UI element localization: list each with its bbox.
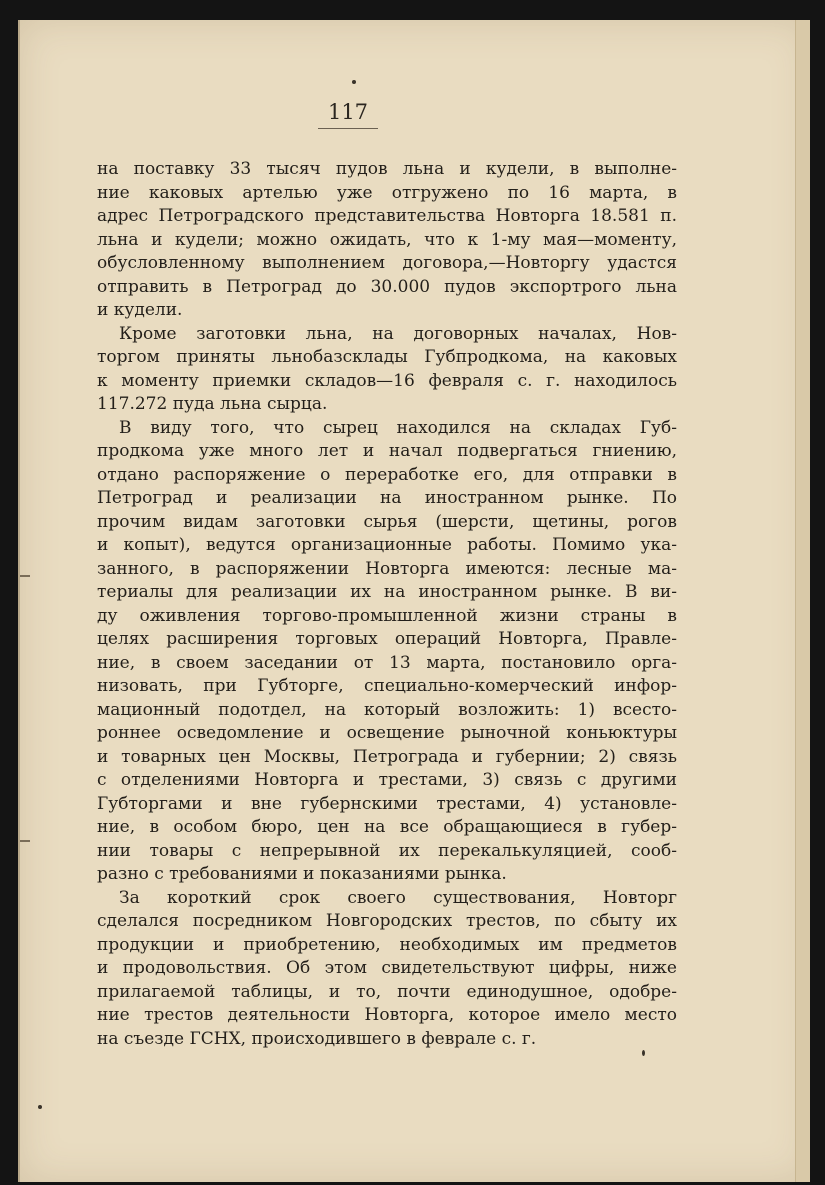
text-line: и товарных цен Москвы, Петрограда и губернии; 2) связь bbox=[97, 746, 677, 767]
text-line: Кроме заготовки льна, на договорных началах, Нов- bbox=[119, 323, 677, 344]
text-line: ду оживления торгово-промышленной жизни страны в bbox=[97, 605, 677, 626]
text-line: 117.272 пуда льна сырца. bbox=[97, 394, 328, 414]
text-line: и копыт), ведутся организационные работы. Помимо ука- bbox=[97, 535, 677, 555]
paragraph bbox=[97, 323, 677, 417]
margin-mark bbox=[20, 575, 30, 577]
text-line: торгом приняты льнобазсклады Губпродкома, на каковых bbox=[97, 347, 677, 367]
text-line: В виду того, что сырец находился на складах Губ- bbox=[119, 417, 677, 438]
page-edge bbox=[795, 20, 810, 1182]
text-line: льна и кудели; можно ожидать, что к 1-му мая—моменту, bbox=[97, 229, 677, 250]
paragraph bbox=[97, 887, 677, 1052]
text-line: роннее осведомление и освещение рыночной коньюктуры bbox=[97, 723, 677, 743]
margin-mark bbox=[20, 840, 30, 842]
text-line: и продовольствия. Об этом свидетельствуют цифры, ниже bbox=[97, 958, 677, 978]
text-line: Губторгами и вне губернскими трестами, 4) установле- bbox=[97, 793, 677, 814]
text-line: Петроград и реализации на иностранном рынке. По bbox=[97, 488, 677, 508]
text-line: целях расширения торговых операций Новторга, Правле- bbox=[97, 629, 677, 649]
text-line: прилагаемой таблицы, и то, почти единодушное, одобре- bbox=[97, 981, 677, 1002]
text-line: на поставку 33 тысяч пудов льна и кудели, в выполне- bbox=[97, 159, 677, 179]
text-line: адрес Петроградского представительства Новторга 18.581 п. bbox=[97, 206, 677, 226]
ink-speck bbox=[352, 80, 356, 84]
text-line: За короткий срок своего существования, Новторг bbox=[119, 887, 677, 908]
text-line: и кудели. bbox=[97, 300, 183, 320]
ink-speck bbox=[38, 1105, 42, 1109]
text-line: к моменту приемки складов—16 февраля с. г. находилось bbox=[97, 370, 677, 391]
text-line: прочим видам заготовки сырья (шерсти, щетины, рогов bbox=[97, 511, 677, 532]
text-line: на съезде ГСНХ, происходившего в феврале с. г. bbox=[97, 1028, 537, 1049]
paragraph bbox=[97, 158, 677, 323]
text-line: продукции и приобретению, необходимых им предметов bbox=[97, 934, 677, 955]
text-line: продкома уже много лет и начал подвергаться гниению, bbox=[97, 441, 677, 461]
text-line: териалы для реализации их на иностранном рынке. В ви- bbox=[97, 582, 677, 602]
text-line: сделался посредником Новгородских трестов, по сбыту их bbox=[97, 911, 677, 931]
page-number: 117 bbox=[318, 100, 378, 129]
text-line: разно с требованиями и показаниями рынка. bbox=[97, 864, 507, 884]
text-line: ние, в своем заседании от 13 марта, постановило орга- bbox=[97, 652, 677, 673]
paragraph bbox=[97, 417, 677, 887]
text-line: отправить в Петроград до 30.000 пудов экспортрого льна bbox=[97, 276, 677, 297]
text-line: низовать, при Губторге, специально-комерческий инфор- bbox=[97, 676, 677, 696]
text-line: ние, в особом бюро, цен на все обращающиеся в губер- bbox=[97, 817, 677, 837]
text-line: с отделениями Новторга и трестами, 3) связь с другими bbox=[97, 770, 677, 790]
text-line: отдано распоряжение о переработке его, для отправки в bbox=[97, 464, 677, 485]
text-line: нии товары с непрерывной их перекалькуляцией, сооб- bbox=[97, 840, 677, 861]
text-line: обусловленному выполнением договора,—Новторгу удастся bbox=[97, 253, 677, 273]
body-text bbox=[97, 158, 677, 1051]
text-line: ние трестов деятельности Новторга, которое имело место bbox=[97, 1005, 677, 1025]
text-line: занного, в распоряжении Новторга имеются: лесные ма- bbox=[97, 558, 677, 579]
text-line: ние каковых артелью уже отгружено по 16 марта, в bbox=[97, 182, 677, 203]
text-line: мационный подотдел, на который возложить: 1) всесто- bbox=[97, 699, 677, 720]
